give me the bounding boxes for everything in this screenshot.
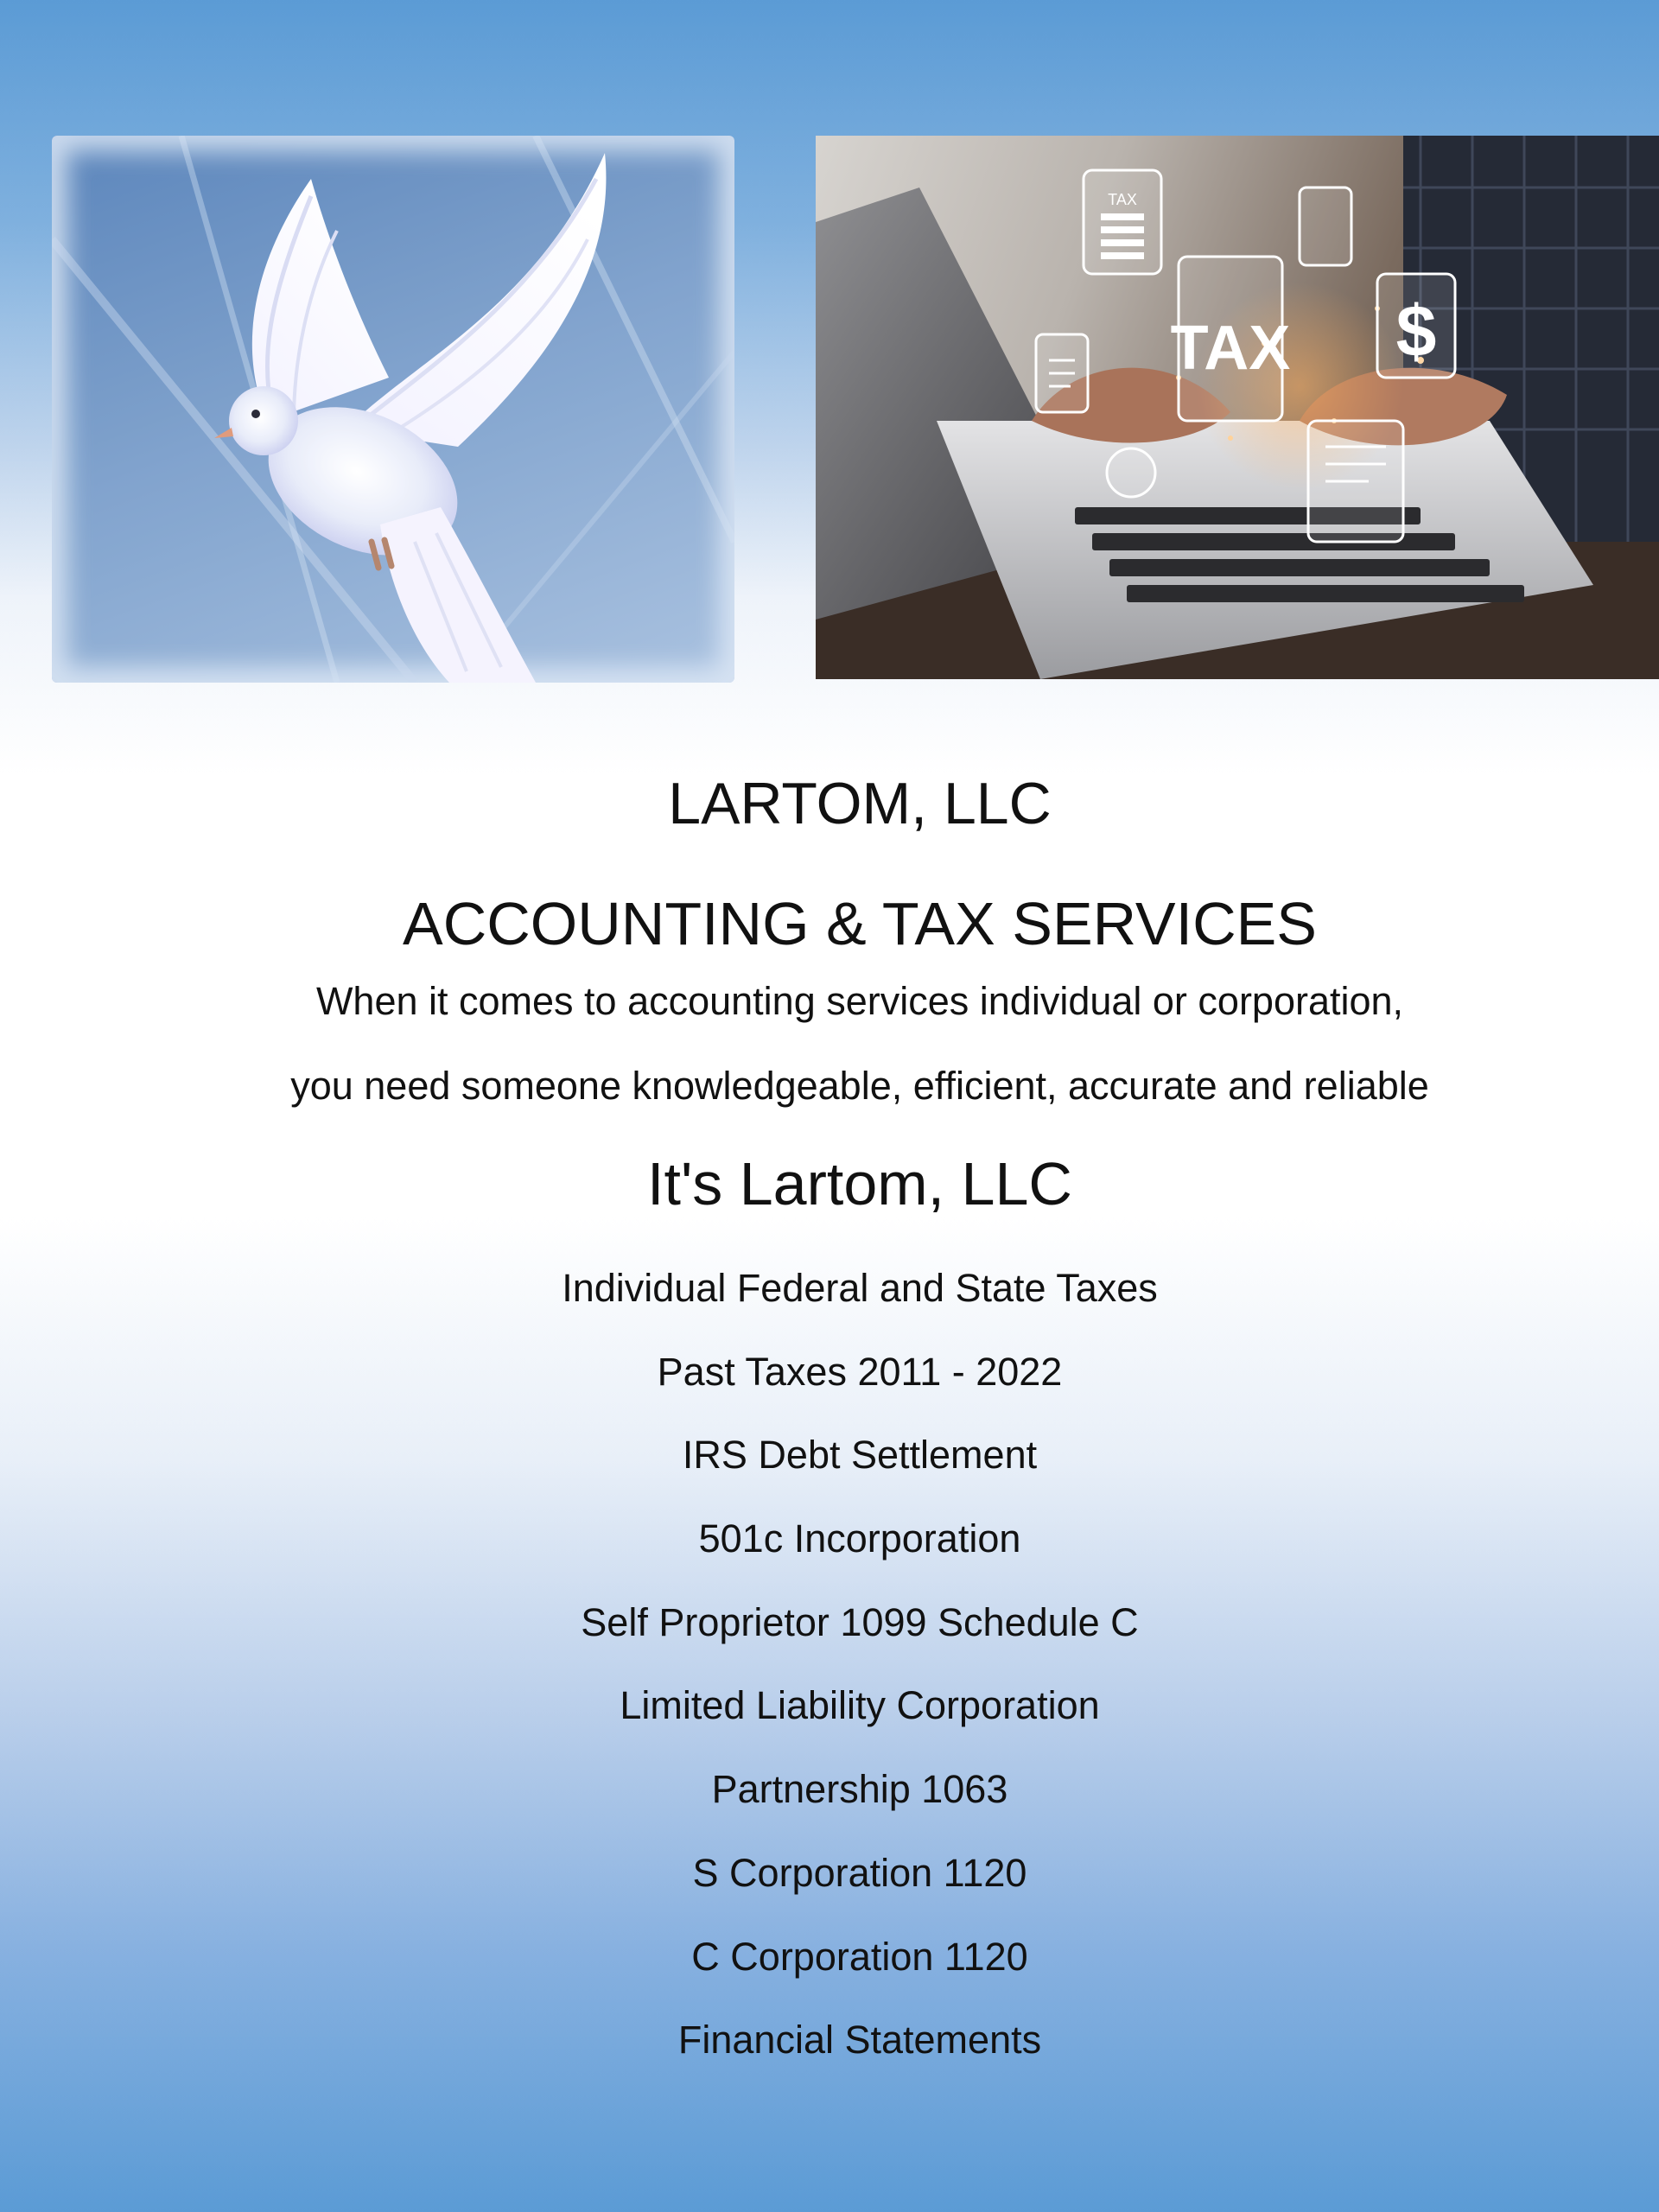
list-item: S Corporation 1120 [692,1850,1027,1895]
slogan: It's Lartom, LLC [647,1150,1072,1217]
tagline-line-2: you need someone knowledgeable, efficient, accurate and reliable [290,1064,1429,1108]
list-item: C Corporation 1120 [691,1934,1028,1979]
tagline-line-1: When it comes to accounting services individual or corporation, [315,979,1404,1023]
list-item: Financial Statements [677,2018,1042,2063]
dollar-sign-label: $ [1395,290,1437,372]
dove-image [52,136,734,683]
list-item: IRS Debt Settlement [682,1433,1038,1478]
services-list [0,1262,1659,2098]
tax-small-label: TAX [1108,191,1137,208]
tax-laptop-image [816,136,1659,679]
list-item: Partnership 1063 [711,1767,1008,1812]
tax-laptop-icon [816,136,1659,679]
company-name: LARTOM, LLC [668,771,1052,836]
list-item: Individual Federal and State Taxes [562,1266,1158,1310]
services-heading: ACCOUNTING & TAX SERVICES [403,890,1317,957]
list-item: 501c Incorporation [698,1516,1021,1561]
tax-badge-label: TAX [1170,314,1291,383]
list-item: Self Proprietor 1099 Schedule C [581,1599,1139,1644]
list-item: Limited Liability Corporation [620,1683,1100,1728]
dove-icon [52,136,734,683]
list-item: Past Taxes 2011 - 2022 [657,1349,1063,1394]
